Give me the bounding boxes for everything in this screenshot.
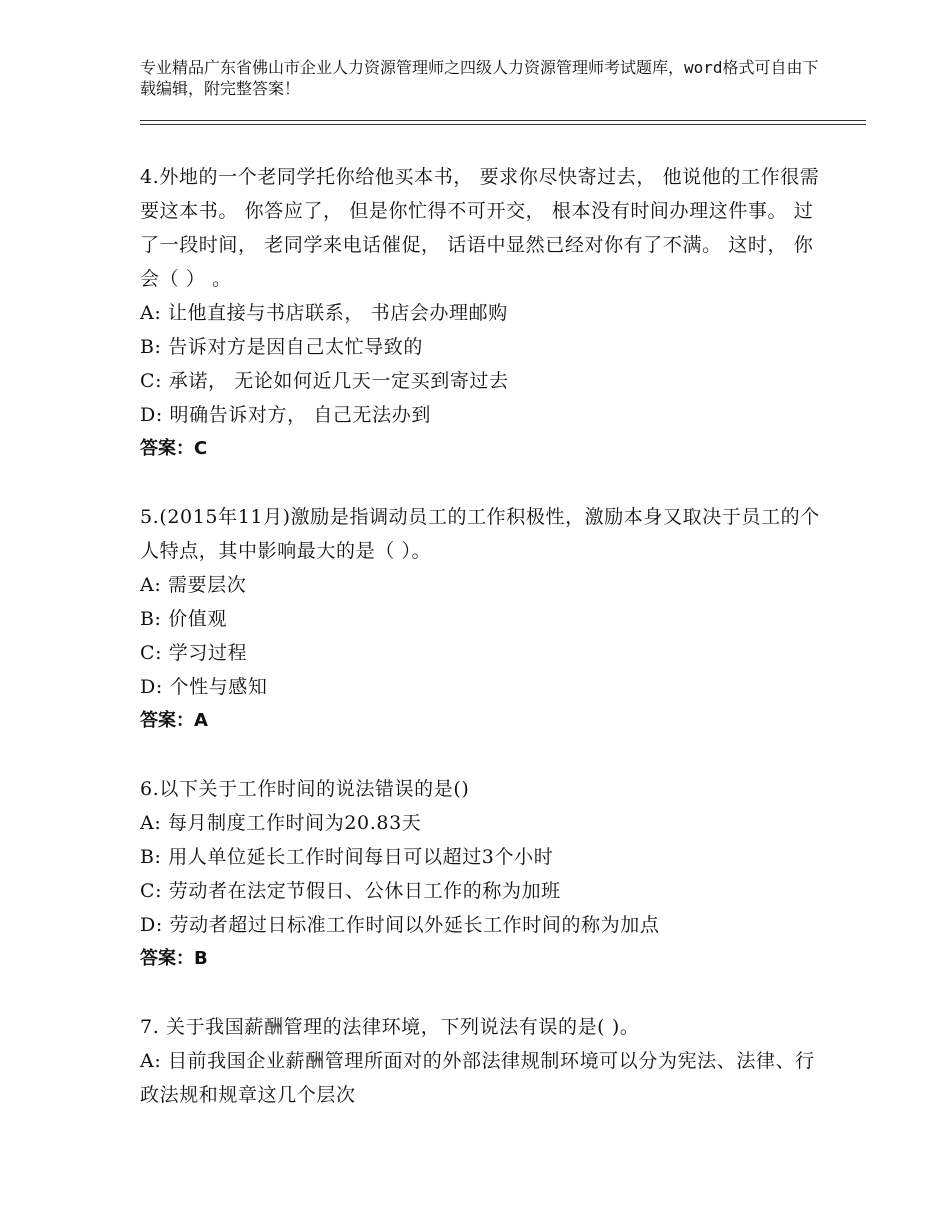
option-b: B: 用人单位延长工作时间每日可以超过3个小时 <box>140 846 554 868</box>
option-a: A: 每月制度工作时间为20.83天 <box>140 812 422 834</box>
question-stem: 6.以下关于工作时间的说法错误的是() <box>140 778 470 800</box>
option-d: D: 个性与感知 <box>140 676 268 698</box>
question-6 <box>140 772 820 976</box>
question-7 <box>140 1010 820 1112</box>
answer: 答案：B <box>140 948 208 969</box>
option-b: B: 告诉对方是因自己太忙导致的 <box>140 336 424 358</box>
document-header: 专业精品广东省佛山市企业人力资源管理师之四级人力资源管理师考试题库，word格式可自由下载编辑，附完整答案！ <box>140 58 819 98</box>
header-rule-bottom <box>140 124 866 125</box>
option-b: B: 价值观 <box>140 608 228 630</box>
option-c: C: 劳动者在法定节假日、公休日工作的称为加班 <box>140 880 561 902</box>
answer: 答案：A <box>140 710 208 731</box>
question-list <box>140 160 820 1146</box>
answer: 答案：C <box>140 438 208 459</box>
option-a: A: 让他直接与书店联系， 书店会办理邮购 <box>140 302 508 324</box>
option-c: C: 学习过程 <box>140 642 248 664</box>
option-c: C: 承诺， 无论如何近几天一定买到寄过去 <box>140 370 509 392</box>
question-stem: 5.(2015年11月)激励是指调动员工的工作积极性，激励本身又取决于员工的个人特点，其中影响最大的是（ ）。 <box>140 506 820 562</box>
option-a: A: 需要层次 <box>140 574 247 596</box>
question-4 <box>140 160 820 466</box>
question-5 <box>140 500 820 738</box>
question-stem: 7. 关于我国薪酬管理的法律环境，下列说法有误的是( )。 <box>140 1016 640 1038</box>
option-d: D: 劳动者超过日标准工作时间以外延长工作时间的称为加点 <box>140 914 660 936</box>
header-rule-top <box>140 120 866 121</box>
option-a: A: 目前我国企业薪酬管理所面对的外部法律规制环境可以分为宪法、法律、行政法规和规章这几个层次 <box>140 1050 815 1106</box>
question-stem: 4.外地的一个老同学托你给他买本书， 要求你尽快寄过去， 他说他的工作很需要这本书。 你答应了， 但是你忙得不可开交， 根本没有时间办理这件事。 过了一段时间， 老同学来电话催促， 话语中显然已经对你有了不满。 这时， 你会（ ） 。 <box>140 166 820 290</box>
option-d: D: 明确告诉对方， 自己无法办到 <box>140 404 431 426</box>
